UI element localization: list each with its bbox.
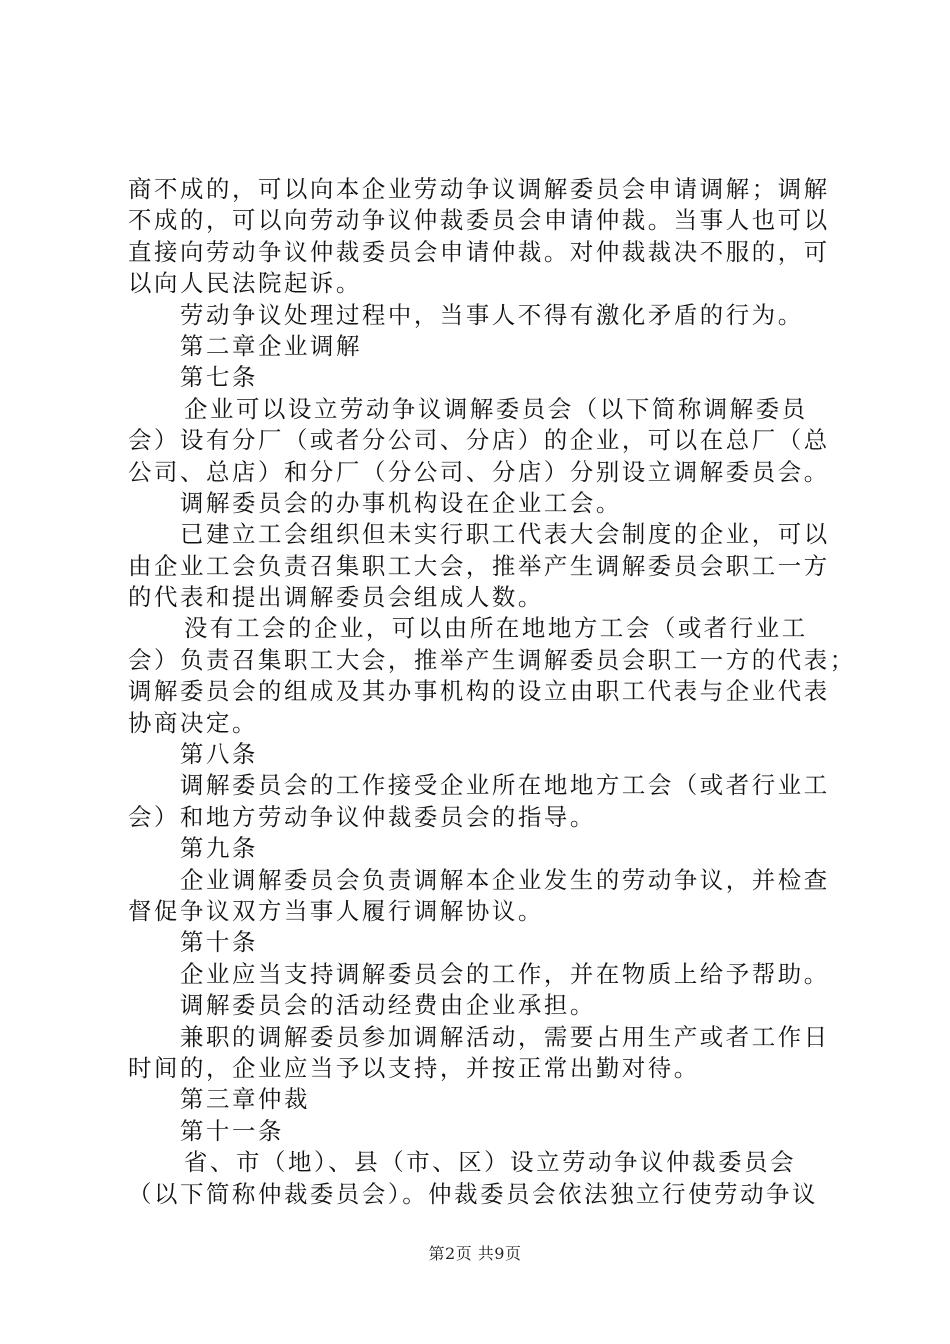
text-line: 公司、总店）和分厂（分公司、分店）分别设立调解委员会。 [128, 457, 830, 486]
text-line: 第十条 [180, 928, 258, 957]
text-line: 直接向劳动争议仲裁委员会申请仲裁。对仲裁裁决不服的，可 [128, 237, 830, 266]
text-line: 调解委员会的活动经费由企业承担。 [180, 991, 596, 1020]
text-line: 由企业工会负责召集职工大会，推举产生调解委员会职工一方 [128, 551, 830, 580]
text-line: 会）负责召集职工大会，推举产生调解委员会职工一方的代表； [128, 645, 856, 674]
document-body [128, 174, 856, 1210]
text-line: 已建立工会组织但未实行职工代表大会制度的企业，可以 [180, 520, 830, 549]
text-line: 劳动争议处理过程中，当事人不得有激化矛盾的行为。 [180, 300, 804, 329]
text-line: 企业可以设立劳动争议调解委员会（以下简称调解委员 [184, 394, 808, 423]
text-line: 第八条 [180, 740, 258, 769]
text-line: 会）设有分厂（或者分公司、分店）的企业，可以在总厂（总 [128, 426, 830, 455]
text-line: 的代表和提出调解委员会组成人数。 [128, 583, 544, 612]
text-line: 不成的，可以向劳动争议仲裁委员会申请仲裁。当事人也可以 [128, 206, 830, 235]
text-line: 调解委员会的组成及其办事机构的设立由职工代表与企业代表 [128, 677, 830, 706]
text-line: 会）和地方劳动争议仲裁委员会的指导。 [128, 802, 596, 831]
text-line: 第十一条 [180, 1116, 284, 1145]
page-footer: 第2页 共9页 [428, 1244, 522, 1263]
text-line: 第三章仲裁 [180, 1085, 310, 1114]
text-line: 企业调解委员会负责调解本企业发生的劳动争议，并检查 [180, 865, 830, 894]
text-line: 调解委员会的工作接受企业所在地地方工会（或者行业工 [180, 771, 830, 800]
text-line: 第二章企业调解 [180, 331, 362, 360]
text-line: 时间的，企业应当予以支持，并按正常出勤对待。 [128, 1053, 700, 1082]
text-line: 调解委员会的办事机构设在企业工会。 [180, 488, 622, 517]
text-line: 兼职的调解委员参加调解活动，需要占用生产或者工作日 [180, 1022, 830, 1051]
text-line: 第七条 [180, 363, 258, 392]
text-line: 第九条 [180, 834, 258, 863]
text-line: 协商决定。 [128, 708, 258, 737]
text-line: 以向人民法院起诉。 [128, 269, 362, 298]
text-line: 省、市（地）、县（市、区）设立劳动争议仲裁委员会 [184, 1148, 797, 1177]
text-line: 商不成的，可以向本企业劳动争议调解委员会申请调解；调解 [128, 175, 830, 203]
text-line: 没有工会的企业，可以由所在地地方工会（或者行业工 [184, 614, 808, 643]
text-line: 企业应当支持调解委员会的工作，并在物质上给予帮助。 [180, 959, 830, 988]
text-line: （以下简称仲裁委员会）。仲裁委员会依法独立行使劳动争议 [128, 1179, 819, 1208]
text-line: 督促争议双方当事人履行调解协议。 [128, 896, 544, 925]
